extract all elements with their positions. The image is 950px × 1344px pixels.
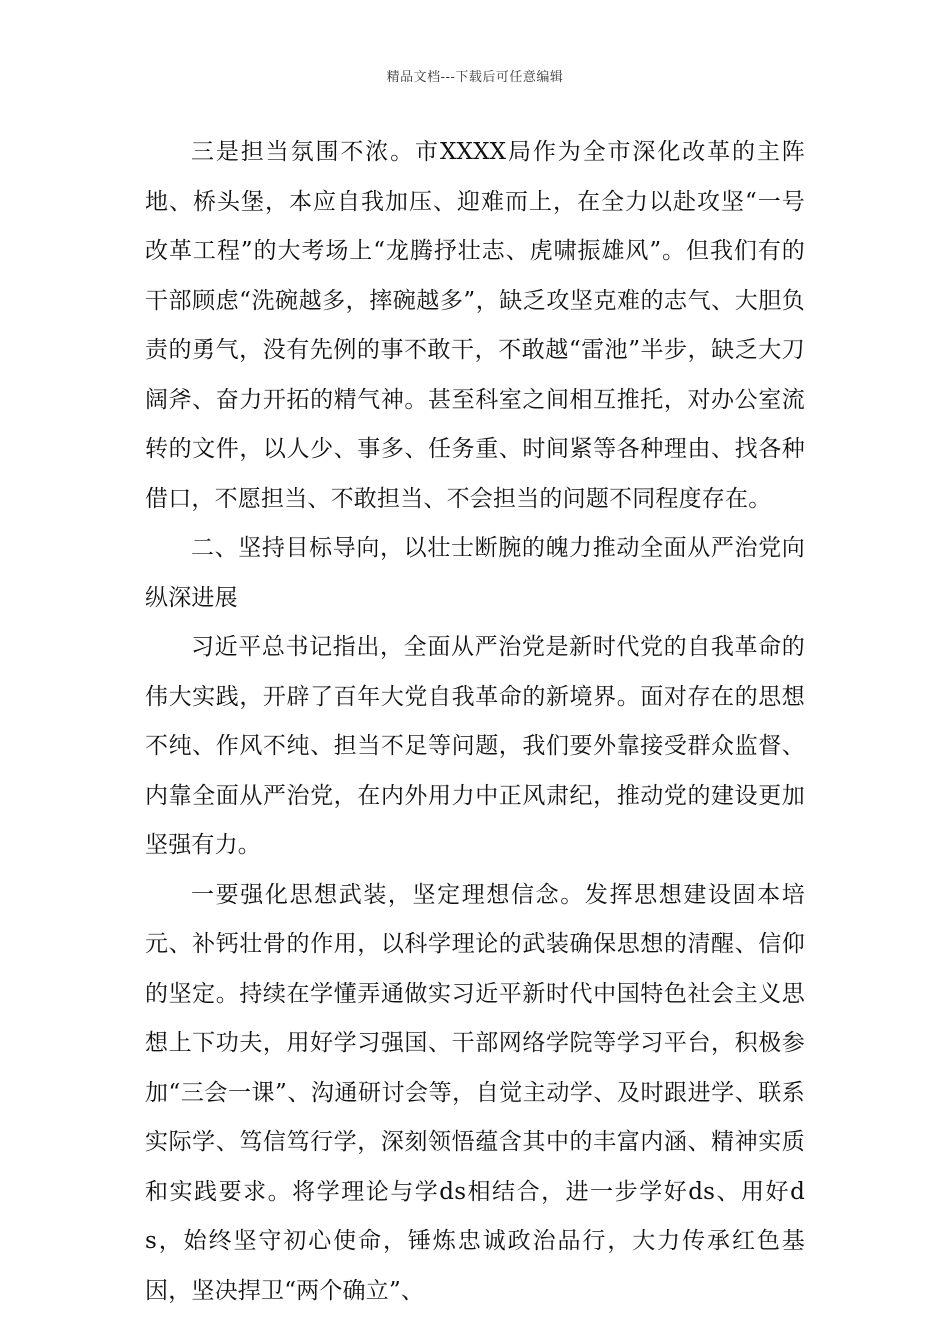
document-body — [145, 128, 805, 1316]
section-heading-two: 二、坚持目标导向，以壮士断腕的魄力推动全面从严治党向纵深进展 — [145, 535, 805, 611]
paragraph-intro: 习近平总书记指出，全面从严治党是新时代党的自我革命的伟大实践，开辟了百年大党自我革命的新境界。面对存在的思想不纯、作风不纯、担当不足等问题，我们要外靠接受群众监督、内靠全面从严治党，在内外用力中正风肃纪，推动党的建设更加坚强有力。 — [145, 634, 805, 858]
paragraph-problem-three: 三是担当氛围不浓。市XXXX局作为全市深化改革的主阵地、桥头堡，本应自我加压、迎难而上，在全力以赴攻坚“一号改革工程”的大考场上“龙腾抒壮志、虎啸振雄风”。但我们有的干部顾虑“洗碗越多，摔碗越多”，缺乏攻坚克难的志气、大胆负责的勇气，没有先例的事不敢干，不敢越“雷池”半步，缺乏大刀阔斧、奋力开拓的精气神。甚至科室之间相互推托，对办公室流转的文件，以人少、事多、任务重、时间紧等各种理由、找各种借口，不愿担当、不敢担当、不会担当的问题不同程度存在。 — [145, 139, 805, 512]
paragraph-measure-one: 一要强化思想武装，坚定理想信念。发挥思想建设固本培元、补钙壮骨的作用，以科学理论的武装确保思想的清醒、信仰的坚定。持续在学懂弄通做实习近平新时代中国特色社会主义思想上下功夫，用好学习强国、干部网络学院等学习平台，积极参加“三会一课”、沟通研讨会等，自觉主动学、及时跟进学、联系实际学、笃信笃行学，深刻领悟蕴含其中的丰富内涵、精神实质和实践要求。将学理论与学ds相结合，进一步学好ds、用好ds，始终坚守初心使命，锤炼忠诚政治品行，大力传承红色基因，坚决捍卫“两个确立”、 — [145, 881, 805, 1304]
page-header: 精品文档---下载后可任意编辑 — [386, 70, 564, 85]
